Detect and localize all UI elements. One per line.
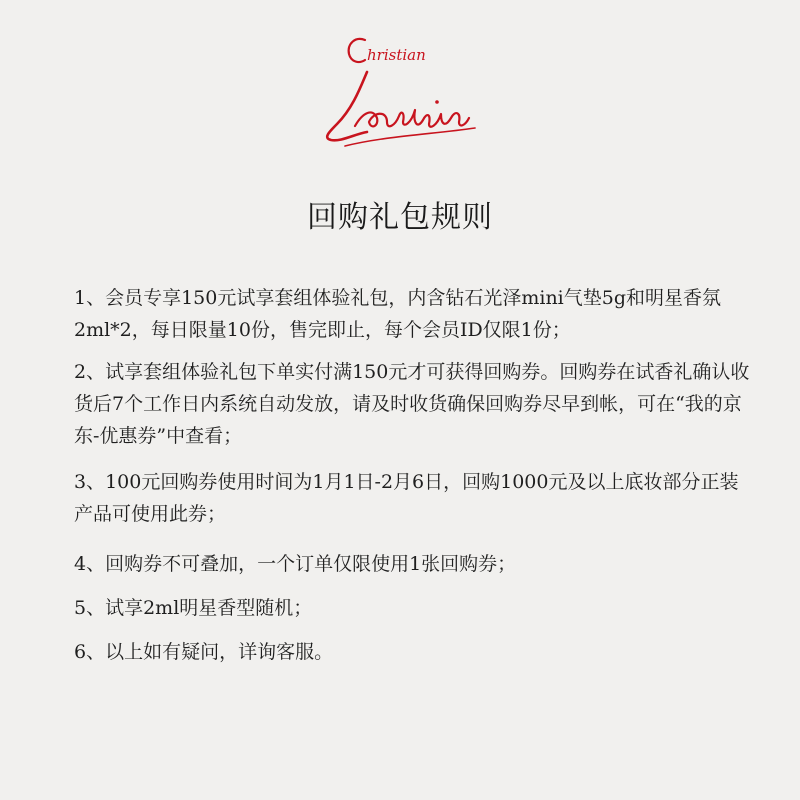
logo-line1: hristian: [367, 46, 426, 64]
rule-item-1: 1、会员专享150元试享套组体验礼包，内含钻石光泽mini气垫5g和明星香氛2ml*2，每日限量10份，售完即止，每个会员ID仅限1份；: [74, 287, 722, 341]
logo-text-line1: [315, 152, 316, 153]
rule-item-3: 3、100元回购券使用时间为1月1日-2月6日，回购1000元及以上底妆部分正装产品可使用此券；: [74, 471, 739, 525]
page-title: 回购礼包规则: [307, 200, 493, 235]
rule-item-4: 4、回购券不可叠加，一个订单仅限使用1张回购券；: [74, 553, 517, 575]
brand-logo: [315, 30, 485, 152]
rule-item-5: 5、试享2ml明星香型随机；: [74, 597, 313, 619]
logo-text-line2: [315, 152, 316, 153]
rule-item-2: 2、试享套组体验礼包下单实付满150元才可获得回购券。回购券在试香礼确认收货后7个工作日内系统自动发放，请及时收货确保回购券尽早到帐，可在“我的京东-优惠券”中查看；: [74, 361, 750, 447]
rule-item-6: 6、以上如有疑问，详询客服。: [74, 641, 334, 663]
christian-louboutin-logo-icon: [315, 30, 485, 152]
rules-list: [74, 282, 754, 668]
